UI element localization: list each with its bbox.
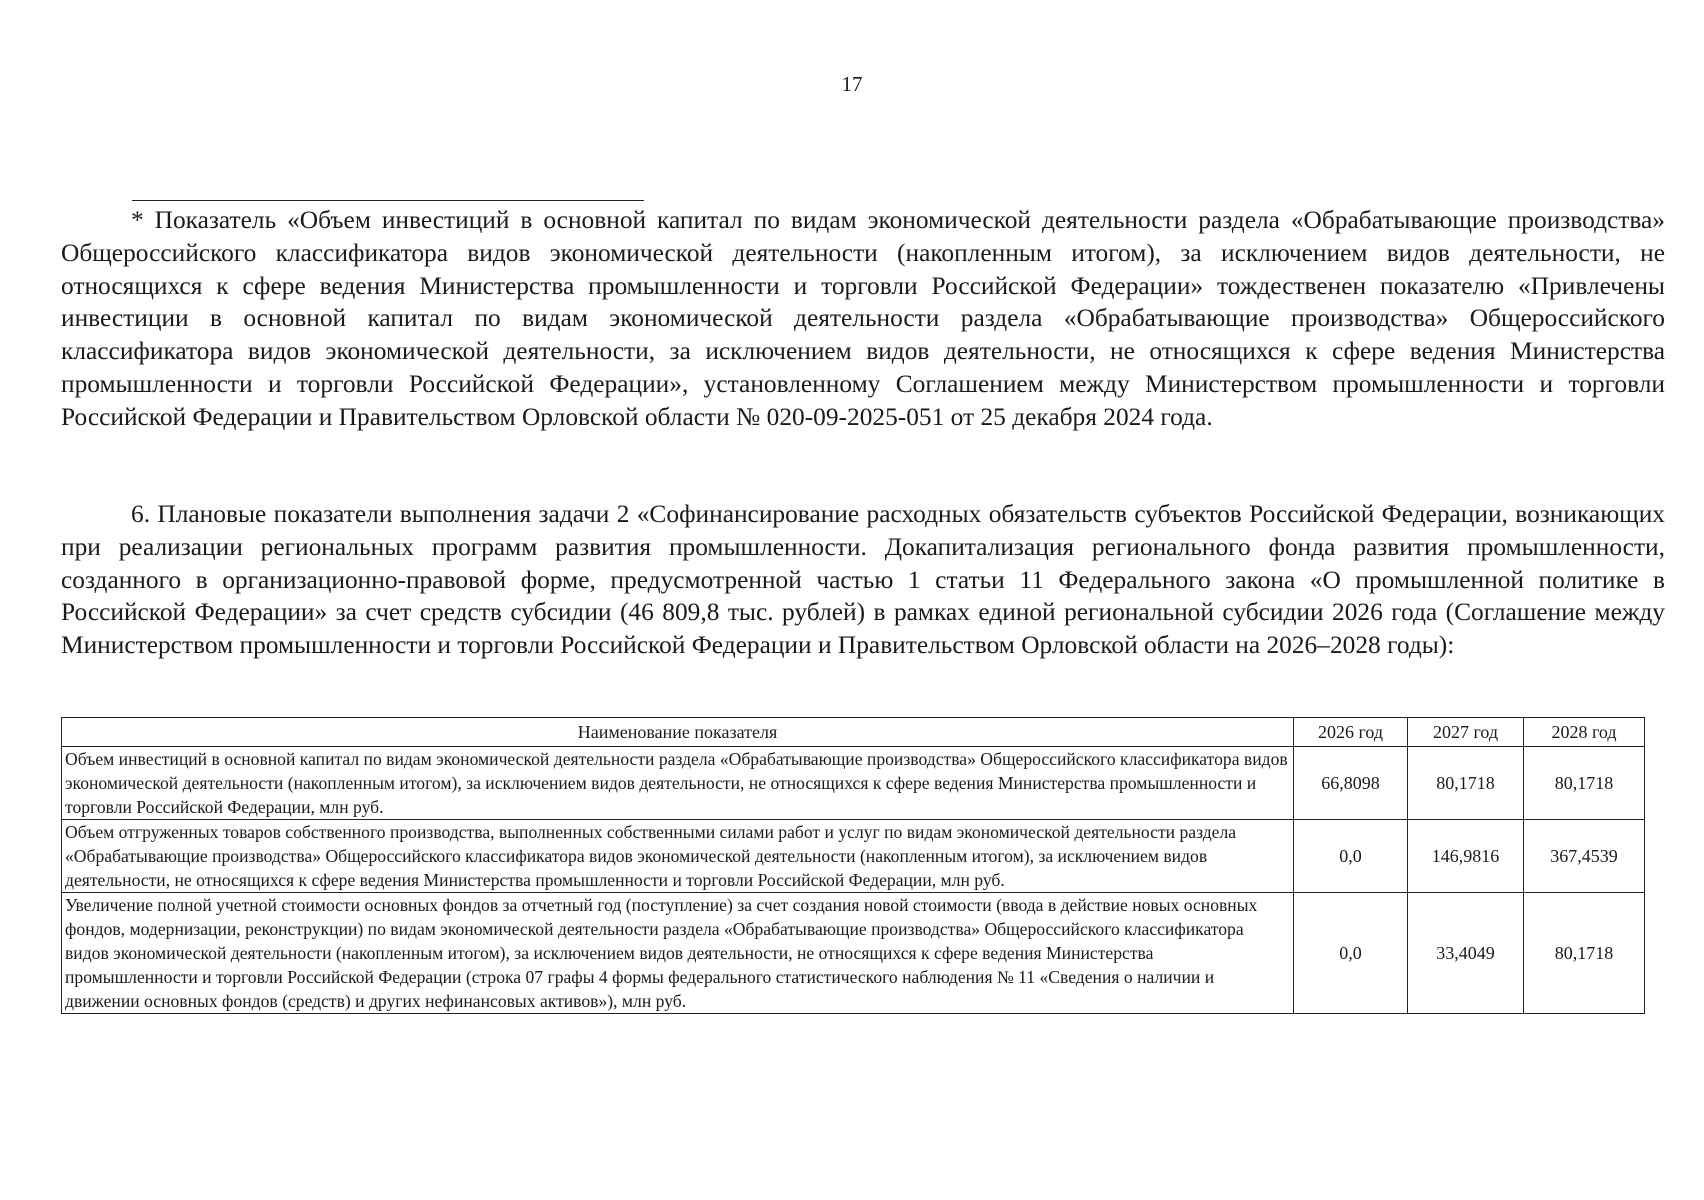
value-2027: 146,9816 — [1408, 820, 1524, 893]
footnote-separator — [132, 200, 644, 201]
table-row — [62, 893, 1645, 1014]
value-2027: 33,4049 — [1408, 893, 1524, 1014]
indicators-table — [61, 717, 1645, 1014]
header-year-2026: 2026 год — [1294, 718, 1408, 747]
header-year-2027: 2027 год — [1408, 718, 1524, 747]
table-row — [62, 747, 1645, 820]
value-2027: 80,1718 — [1408, 747, 1524, 820]
value-2026: 0,0 — [1294, 893, 1408, 1014]
value-2028: 80,1718 — [1524, 747, 1645, 820]
value-2028: 80,1718 — [1524, 893, 1645, 1014]
indicator-name: Объем инвестиций в основной капитал по видам экономической деятельности раздела «Обрабатывающие производства» Общероссийского классификатора видов экономической деятельности (накопленным итогом), за исключением видов деятельности, не относящихся к сфере ведения Министерства промышленности и торговли Российской Федерации, млн руб. — [62, 747, 1294, 820]
footnote-text: * Показатель «Объем инвестиций в основной капитал по видам экономической деятельности раздела «Обрабатывающие производства» Общероссийского классификатора видов экономической деятельности (накопленным итогом), за исключением видов деятельности, не относящихся к сфере ведения Министерства промышленности и торговли Российской Федерации» тождественен показателю «Привлечены инвестиции в основной капитал по видам экономической деятельности раздела «Обрабатывающие производства» Общероссийского классификатора видов экономической деятельности, за исключением видов деятельности, не относящихся к сфере ведения Министерства промышленности и торговли Российской Федерации», установленному Соглашением между Министерством промышленности и торговли Российской Федерации и Правительством Орловской области № 020-09-2025-051 от 25 декабря 2024 года. — [61, 206, 1665, 431]
header-year-2028: 2028 год — [1524, 718, 1645, 747]
value-2026: 66,8098 — [1294, 747, 1408, 820]
value-2028: 367,4539 — [1524, 820, 1645, 893]
page-number: 17 — [841, 72, 863, 96]
indicator-name: Увеличение полной учетной стоимости основных фондов за отчетный год (поступление) за счет создания новой стоимости (ввода в действие новых основных фондов, модернизации, реконструкции) по видам экономической деятельности раздела «Обрабатывающие производства» Общероссийского классификатора видов экономической деятельности (накопленным итогом), за исключением видов деятельности, не относящихся к сфере ведения Министерства промышленности и торговли Российской Федерации (строка 07 графы 4 формы федерального статистического наблюдения № 11 «Сведения о наличии и движении основных фондов (средств) и других нефинансовых активов»), млн руб. — [62, 893, 1294, 1014]
value-2026: 0,0 — [1294, 820, 1408, 893]
header-indicator-name: Наименование показателя — [62, 718, 1294, 747]
table-header-row — [62, 718, 1645, 747]
section-6-paragraph: 6. Плановые показатели выполнения задачи 2 «Софинансирование расходных обязательств субъектов Российской Федерации, возникающих при реализации региональных программ развития промышленности. Докапитализация регионального фонда развития промышленности, созданного в организационно-правовой форме, предусмотренной частью 1 статьи 11 Федерального закона «О промышленной политике в Российской Федерации» за счет средств субсидии (46 809,8 тыс. рублей) в рамках единой региональной субсидии 2026 года (Соглашение между Министерством промышленности и торговли Российской Федерации и Правительством Орловской области на 2026–2028 годы): — [61, 500, 1665, 660]
indicator-name: Объем отгруженных товаров собственного производства, выполненных собственными силами работ и услуг по видам экономической деятельности раздела «Обрабатывающие производства» Общероссийского классификатора видов экономической деятельности (накопленным итогом), за исключением видов деятельности, не относящихся к сфере ведения Министерства промышленности и торговли Российской Федерации, млн руб. — [62, 820, 1294, 893]
table-row — [62, 820, 1645, 893]
